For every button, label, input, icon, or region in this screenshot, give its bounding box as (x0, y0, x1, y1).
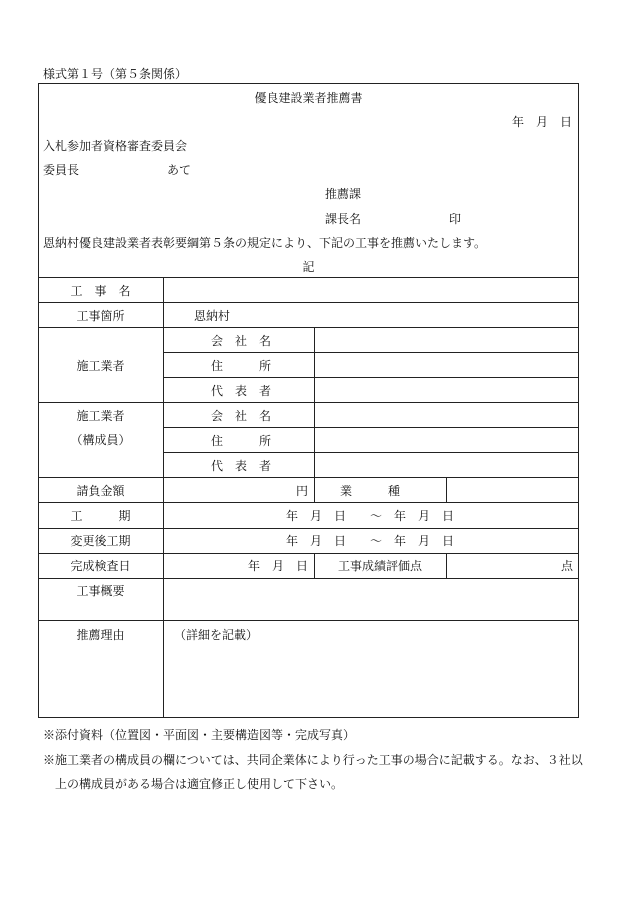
addressee-suffix: あて (167, 163, 192, 177)
member-contractor-label: 施工業者 (76, 409, 125, 423)
addressee-chair-label: 委員長 (43, 163, 80, 177)
document-title: 優良建設業者推薦書 (254, 91, 363, 105)
recommendation-statement: 恩納村優良建設業者表彰要綱第５条の規定により、下記の工事を推薦いたします。 (43, 236, 487, 250)
recommending-division: 推薦課 (325, 187, 362, 201)
evaluation-score-label: 工事成績評価点 (337, 559, 422, 573)
points-unit: 点 (561, 559, 574, 573)
location-value: 恩納村 (194, 309, 231, 323)
completion-inspection-label: 完成検査日 (70, 559, 131, 573)
date-field: 年 月 日 (512, 115, 573, 129)
project-name-label: 工 事 名 (70, 284, 131, 298)
ki-heading: 記 (302, 260, 315, 274)
section-chief-label: 課長名 (325, 212, 362, 226)
location-label: 工事箇所 (76, 309, 125, 323)
reason-label: 推薦理由 (76, 628, 125, 642)
changed-period-value: 年 月 日 〜 年 月 日 (286, 534, 455, 548)
overview-label: 工事概要 (76, 584, 125, 598)
industry-label: 業 種 (340, 484, 401, 498)
seal-mark: 印 (449, 212, 462, 226)
contractor-address-label: 住 所 (211, 359, 272, 373)
completion-date-value: 年 月 日 (248, 559, 309, 573)
member-note-continued: 上の構成員がある場合は適宜修正し使用して下さい。 (55, 777, 344, 791)
reason-value: （詳細を記載） (174, 628, 259, 642)
attachment-note: ※添付資料（位置図・平面図・主要構造図等・完成写真） (43, 728, 356, 742)
contractor-label: 施工業者 (76, 359, 125, 373)
period-value: 年 月 日 〜 年 月 日 (286, 509, 455, 523)
contractor-company-label: 会 社 名 (211, 334, 272, 348)
addressee-committee: 入札参加者資格審査委員会 (43, 139, 188, 153)
contract-amount-label: 請負金額 (76, 484, 125, 498)
member-sublabel: （構成員） (70, 433, 131, 447)
changed-period-label: 変更後工期 (70, 534, 131, 548)
contractor-representative-label: 代 表 者 (211, 384, 272, 398)
period-label: 工 期 (70, 509, 131, 523)
member-representative-label: 代 表 者 (211, 459, 272, 473)
member-company-label: 会 社 名 (211, 409, 272, 423)
member-note: ※施工業者の構成員の欄については、共同企業体により行った工事の場合に記載する。なお、３社以 (43, 753, 583, 767)
form-number-label: 様式第１号（第５条関係） (43, 67, 188, 81)
yen-unit: 円 (296, 484, 309, 498)
member-address-label: 住 所 (211, 434, 272, 448)
